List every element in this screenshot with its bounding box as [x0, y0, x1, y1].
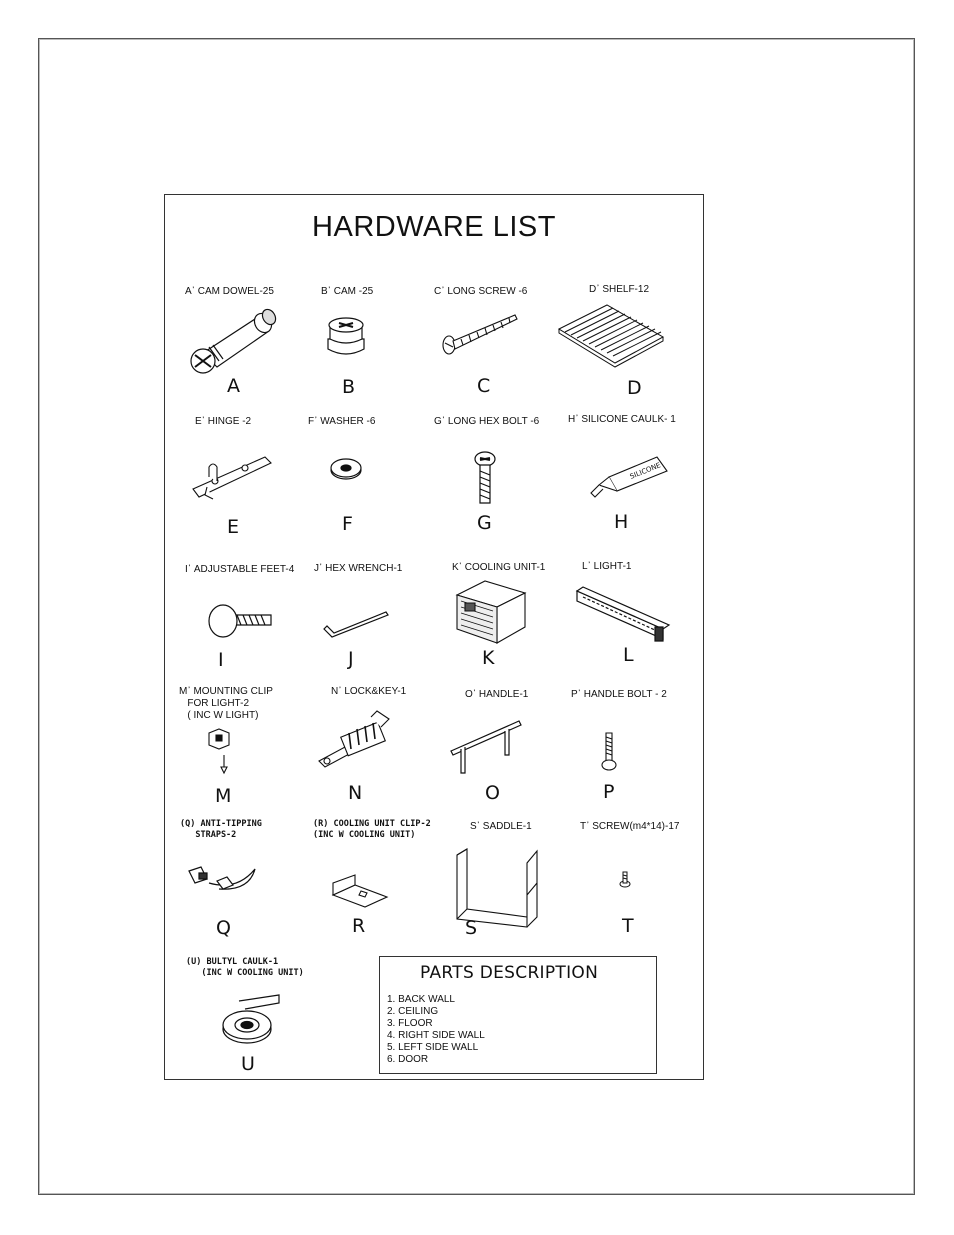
item-caption-j: J᾿ HEX WRENCH-1	[314, 563, 403, 574]
item-caption-t: T᾿ SCREW(m4*14)-17	[580, 821, 680, 832]
item-letter-j: J	[348, 648, 354, 670]
item-letter-h: H	[614, 511, 629, 533]
hex-wrench-icon	[322, 611, 390, 639]
item-letter-n: N	[348, 782, 363, 804]
small-screw-icon	[619, 871, 631, 889]
item-caption-g: G᾿ LONG HEX BOLT -6	[434, 416, 540, 427]
item-caption-n: N᾿ LOCK&KEY-1	[331, 686, 407, 697]
shelf-icon	[557, 301, 665, 367]
item-caption-m: M᾿ MOUNTING CLIP FOR LIGHT-2 ( INC W LIGHT)	[179, 686, 273, 721]
long-screw-icon	[439, 311, 519, 357]
svg-text:SILICONE: SILICONE	[628, 461, 662, 481]
item-letter-i: I	[218, 649, 224, 671]
item-letter-p: P	[603, 781, 615, 803]
item-letter-g: G	[477, 512, 492, 534]
item-caption-a: A᾿ CAM DOWEL-25	[185, 286, 274, 297]
item-caption-r: (R) COOLING UNIT CLIP-2 (INC W COOLING UNIT)	[313, 819, 431, 840]
anti-tip-strap-icon	[187, 863, 259, 893]
item-caption-q: (Q) ANTI-TIPPING STRAPS-2	[180, 819, 262, 840]
list-item: 2. CEILING	[387, 1006, 439, 1017]
item-letter-d: D	[627, 377, 642, 399]
cooling-unit-icon	[455, 579, 527, 645]
handle-icon	[449, 719, 523, 779]
lock-key-icon	[315, 709, 397, 771]
item-letter-r: R	[352, 915, 366, 937]
mounting-clip-icon	[207, 727, 231, 775]
cam-dowel-icon	[185, 305, 280, 375]
parts-description-box	[379, 956, 657, 1074]
silicone-tube-icon	[589, 453, 671, 501]
parts-description-list	[387, 994, 485, 1066]
item-caption-p: P᾿ HANDLE BOLT - 2	[571, 689, 667, 700]
item-letter-c: C	[477, 375, 491, 397]
item-letter-a: A	[227, 375, 240, 397]
list-item: 3. FLOOR	[387, 1018, 433, 1029]
item-letter-u: U	[241, 1053, 255, 1075]
list-item: 1. BACK WALL	[387, 994, 455, 1005]
item-caption-i: I᾿ ADJUSTABLE FEET-4	[185, 564, 295, 575]
item-caption-s: S᾿ SADDLE-1	[470, 821, 532, 832]
hex-bolt-icon	[473, 451, 497, 507]
cam-icon	[325, 313, 367, 357]
adjustable-foot-icon	[207, 603, 273, 639]
item-caption-f: F᾿ WASHER -6	[308, 416, 376, 427]
page-title: HARDWARE LIST	[312, 211, 556, 243]
hinge-icon	[191, 451, 273, 503]
item-letter-k: K	[482, 647, 495, 669]
item-letter-m: M	[215, 785, 232, 807]
item-caption-u: (U) BULTYL CAULK-1 (INC W COOLING UNIT)	[186, 957, 304, 978]
item-letter-l: L	[623, 644, 634, 666]
item-letter-o: O	[485, 782, 500, 804]
item-letter-f: F	[342, 513, 353, 535]
item-letter-b: B	[342, 376, 356, 398]
butyl-tape-roll-icon	[217, 993, 281, 1049]
item-caption-b: B᾿ CAM -25	[321, 286, 374, 297]
washer-icon	[329, 457, 363, 481]
list-item: 4. RIGHT SIDE WALL	[387, 1030, 485, 1041]
item-caption-c: C᾿ LONG SCREW -6	[434, 286, 528, 297]
list-item: 6. DOOR	[387, 1054, 429, 1065]
item-caption-l: L᾿ LIGHT-1	[582, 561, 632, 572]
item-letter-e: E	[227, 516, 240, 538]
item-caption-d: D᾿ SHELF-12	[589, 284, 650, 295]
item-letter-s: S	[465, 917, 478, 939]
hardware-list-sheet	[164, 194, 704, 1080]
handle-bolt-icon	[601, 731, 617, 773]
item-caption-h: H᾿ SILICONE CAULK- 1	[568, 414, 676, 425]
item-caption-k: K᾿ COOLING UNIT-1	[452, 562, 546, 573]
light-bar-icon	[573, 585, 669, 645]
list-item: 5. LEFT SIDE WALL	[387, 1042, 479, 1053]
item-letter-t: T	[622, 915, 634, 937]
item-caption-o: O᾿ HANDLE-1	[465, 689, 529, 700]
parts-description-title: PARTS DESCRIPTION	[420, 963, 599, 983]
item-letter-q: Q	[216, 917, 231, 939]
item-caption-e: E᾿ HINGE -2	[195, 416, 252, 427]
cooling-clip-icon	[331, 873, 389, 907]
